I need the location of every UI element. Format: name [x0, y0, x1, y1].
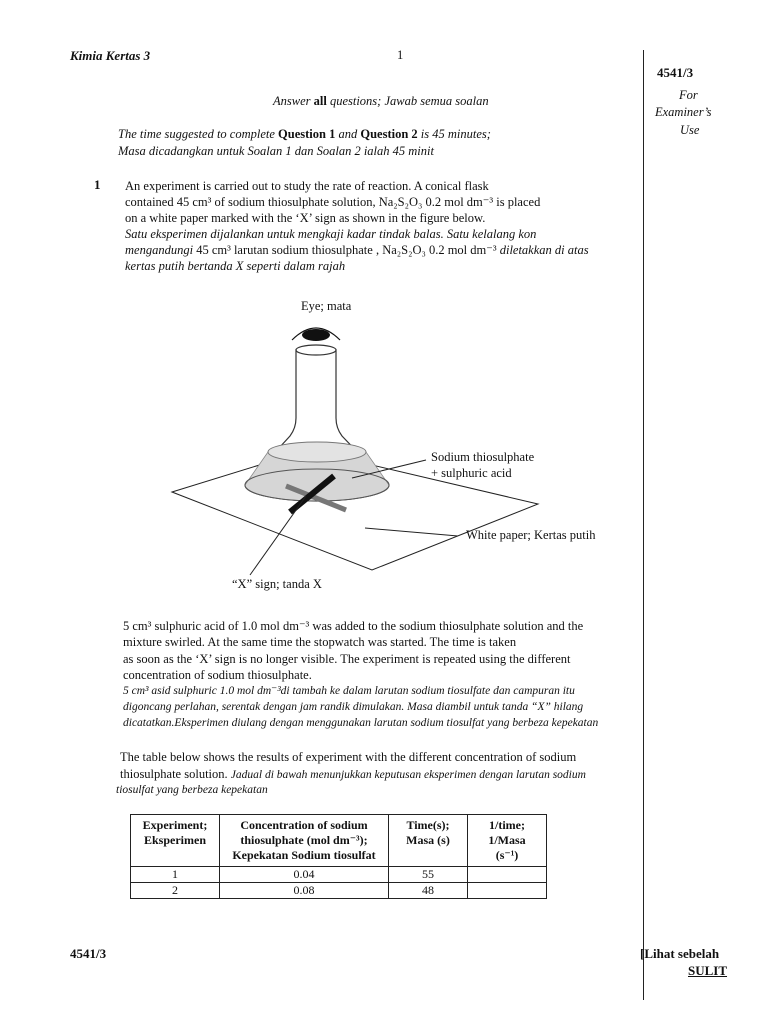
answer-a: Answer — [273, 94, 314, 108]
question-number: 1 — [94, 177, 101, 192]
answer-b: all — [313, 94, 327, 108]
table-intro-line-3: tiosulfat yang berbeza kepekatan — [116, 784, 268, 796]
header-reciprocal-1: 1/time; — [489, 818, 525, 832]
header-title: Kimia Kertas 3 — [70, 48, 151, 63]
table-row — [131, 883, 547, 899]
paper-code: 4541/3 — [657, 65, 694, 80]
x-sign-label: “X” sign; tanda X — [232, 577, 322, 591]
question-line-5a: mengandungi — [125, 243, 194, 257]
procedure-line-6: digoncang perlahan, serentak dengan jam randik dimulakan. Masa diambil untuk tanda “X” hilang — [123, 701, 584, 713]
col-reciprocal-header — [468, 815, 547, 867]
eye-icon — [302, 329, 330, 341]
footer-next-page: [Lihat sebelah — [640, 946, 720, 961]
header-reciprocal-3: (s⁻¹) — [495, 848, 519, 862]
question-line-2: contained 45 cm³ of sodium thiosulphate solution, Na₂S₂O₃ 0.2 mol dm⁻³ is placed — [125, 195, 541, 209]
table-cell — [468, 867, 547, 883]
table-intro-2b: Jadual di bawah menunjukkan keputusan eksperimen dengan larutan sodium — [230, 769, 586, 781]
table-cell: 0.04 — [220, 867, 389, 883]
examiner-line-1: For — [679, 88, 698, 102]
examiner-line-3: Use — [680, 123, 700, 137]
table-row — [131, 867, 547, 883]
header-experiment-1: Experiment; — [142, 818, 208, 832]
time-c: and — [335, 127, 361, 141]
header-experiment-2: Eksperimen — [143, 833, 206, 847]
procedure-line-7: dicatatkan.Eksperimen diulang dengan menggunakan larutan sodium tiosulfat yang berbeza kepekatan — [123, 717, 599, 729]
header-concentration-3: Kepekatan Sodium tiosulfat — [232, 848, 376, 862]
question-line-5c: diletakkan di atas — [499, 243, 589, 257]
footer-sulit: SULIT — [688, 963, 728, 978]
procedure-line-2: mixture swirled. At the same time the stopwatch was started. The time is taken — [123, 635, 517, 649]
header-time-1: Time(s); — [406, 818, 450, 832]
liquid-surface — [268, 442, 366, 462]
footer-code: 4541/3 — [70, 946, 107, 961]
time-e: is 45 minutes; — [417, 127, 491, 141]
header-spacer — [393, 848, 463, 863]
procedure-line-1: 5 cm³ sulphuric acid of 1.0 mol dm⁻³ was added to the sodium thiosulphate solution and the — [123, 619, 584, 633]
table-cell: 0.08 — [220, 883, 389, 899]
table-intro-2a: thiosulphate solution. — [120, 767, 231, 781]
col-experiment-header — [131, 815, 220, 867]
table-cell: 55 — [389, 867, 468, 883]
table-cell: 48 — [389, 883, 468, 899]
x-leader — [250, 496, 306, 575]
paper-leader — [365, 528, 458, 536]
time-instruction-malay: Masa dicadangkan untuk Soalan 1 dan Soalan 2 ialah 45 minit — [118, 144, 434, 158]
header-concentration-1: Concentration of sodium — [240, 818, 368, 832]
procedure-line-5: 5 cm³ asid sulphuric 1.0 mol dm⁻³di tambah ke dalam larutan sodium tiosulfate dan campuran itu — [123, 685, 575, 697]
header-time-2: Masa (s) — [406, 833, 450, 847]
header-reciprocal-2: 1/Masa — [488, 833, 526, 847]
header-concentration-2: thiosulphate (mol dm⁻³); — [240, 833, 368, 847]
flask-mouth — [296, 345, 336, 355]
question-line-4: Satu eksperimen dijalankan untuk mengkaji kadar tindak balas. Satu kelalang kon — [125, 227, 537, 241]
time-b: Question 1 — [278, 127, 336, 141]
question-line-1: An experiment is carried out to study the rate of reaction. A conical flask — [125, 179, 489, 193]
paper-label: White paper; Kertas putih — [466, 528, 596, 542]
question-line-5b: 45 cm³ larutan sodium thiosulphate , Na₂S₂O₃ 0.2 mol dm⁻³ — [193, 243, 500, 257]
procedure-line-3: as soon as the ‘X’ sign is no longer visible. The experiment is repeated using the different — [123, 652, 571, 666]
examiner-line-2: Examiner’s — [655, 105, 712, 119]
time-d: Question 2 — [360, 127, 418, 141]
table-intro-line-2 — [120, 766, 586, 783]
header-spacer — [135, 848, 215, 863]
results-table — [130, 814, 547, 899]
table-header-row — [131, 815, 547, 867]
time-a: The time suggested to complete — [118, 127, 279, 141]
table-cell — [468, 883, 547, 899]
table-cell: 2 — [131, 883, 220, 899]
col-concentration-header — [220, 815, 389, 867]
solution-label-1: Sodium thiosulphate — [431, 450, 535, 464]
col-time-header — [389, 815, 468, 867]
table-cell: 1 — [131, 867, 220, 883]
page-number: 1 — [397, 48, 404, 62]
procedure-line-4: concentration of sodium thiosulphate. — [123, 668, 312, 682]
table-intro-line-1: The table below shows the results of experiment with the different concentration of sodium — [120, 750, 577, 764]
answer-c: questions; Jawab semua soalan — [326, 94, 489, 108]
solution-label-2: + sulphuric acid — [431, 466, 512, 480]
eye-label: Eye; mata — [301, 299, 352, 313]
question-line-3: on a white paper marked with the ‘X’ sign as shown in the figure below. — [125, 211, 486, 225]
question-line-6: kertas putih bertanda X seperti dalam rajah — [125, 259, 346, 273]
